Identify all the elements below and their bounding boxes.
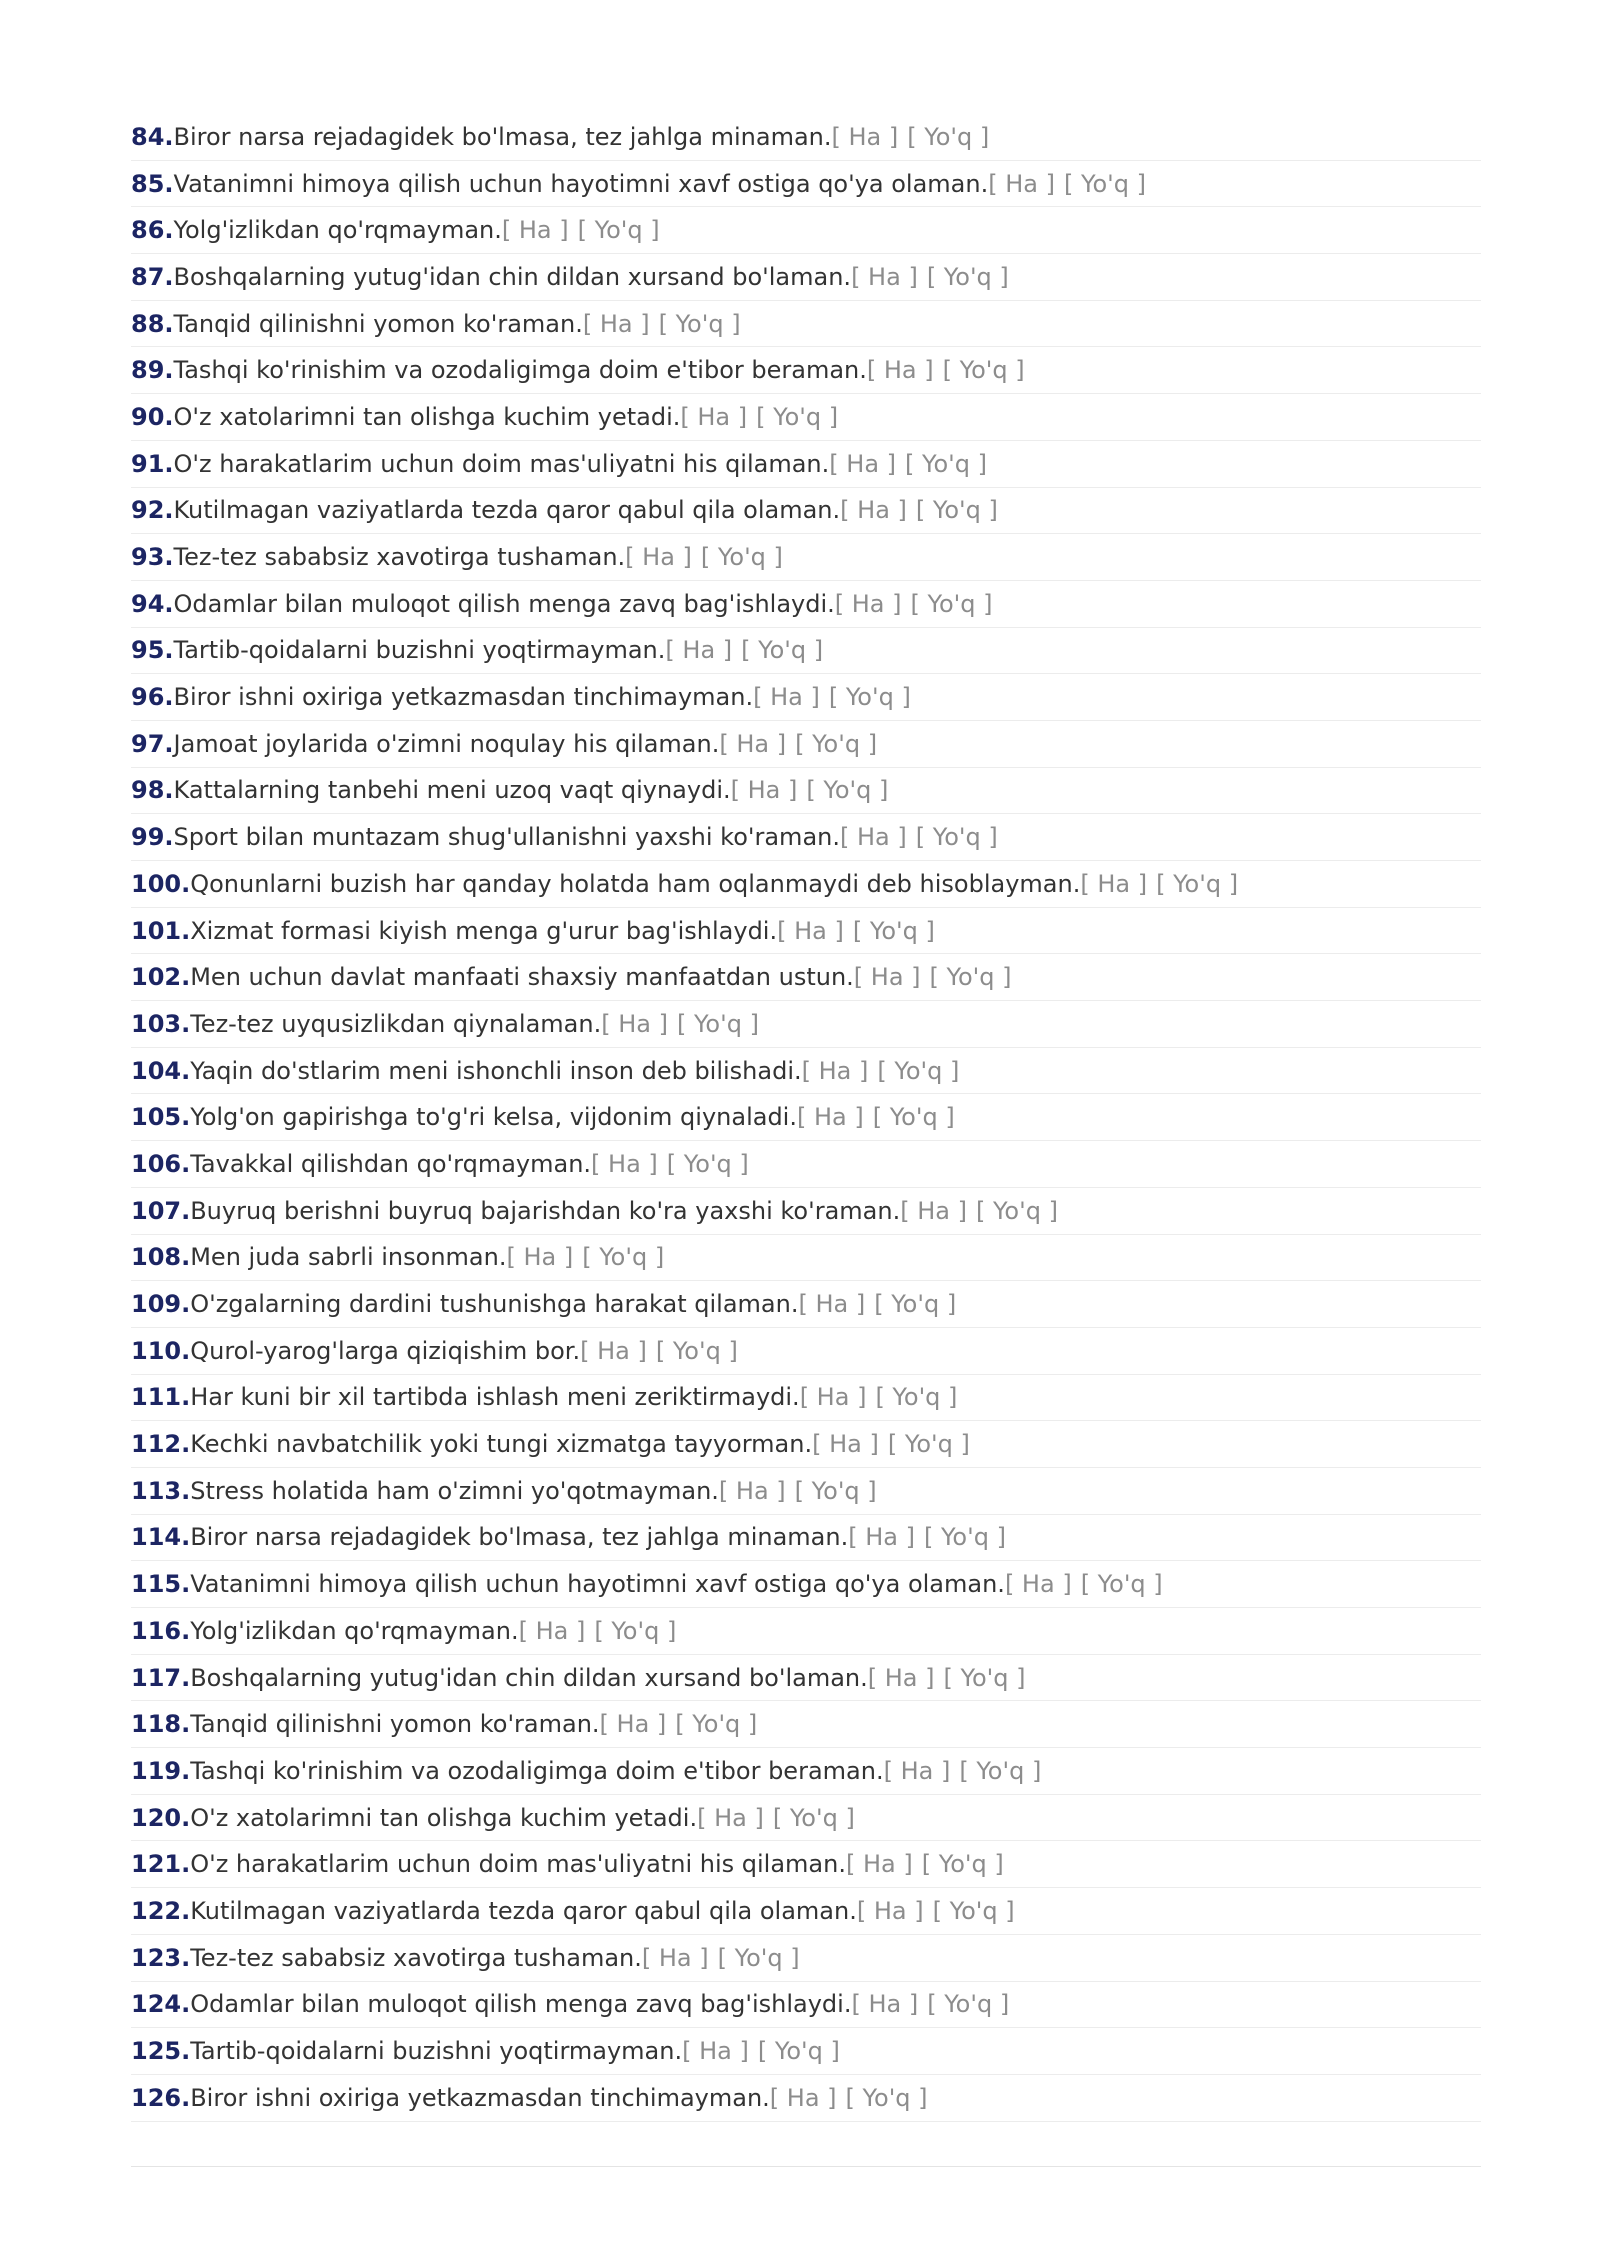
question-item bbox=[131, 954, 1481, 1001]
answer-yes-option[interactable]: [ Ha ] bbox=[848, 1523, 915, 1552]
question-number: 124. bbox=[131, 1990, 191, 2019]
question-item bbox=[131, 628, 1481, 675]
answer-yes-option[interactable]: [ Ha ] bbox=[730, 776, 798, 805]
question-text: Kutilmagan vaziyatlarda tezda qaror qabul qila olaman. bbox=[190, 1896, 857, 1925]
answer-yes-option[interactable]: [ Ha ] bbox=[812, 1430, 879, 1459]
question-item bbox=[131, 114, 1481, 161]
answer-no-option[interactable]: [ Yo'q ] bbox=[975, 1196, 1058, 1225]
question-number: 125. bbox=[131, 2037, 191, 2066]
answer-yes-option[interactable]: [ Ha ] bbox=[1080, 869, 1148, 898]
question-text: Har kuni bir xil tartibda ishlash meni zeriktirmaydi. bbox=[190, 1383, 800, 1412]
question-text: Xizmat formasi kiyish menga g'urur bag'ishlaydi. bbox=[190, 916, 778, 945]
answer-no-option[interactable]: [ Yo'q ] bbox=[806, 776, 889, 805]
question-number: 90. bbox=[131, 402, 174, 431]
question-text: Kattalarning tanbehi meni uzoq vaqt qiynaydi. bbox=[173, 776, 731, 805]
answer-yes-option[interactable]: [ Ha ] bbox=[506, 1243, 574, 1272]
answer-no-option[interactable]: [ Yo'q ] bbox=[741, 636, 824, 665]
answer-yes-option[interactable]: [ Ha ] bbox=[839, 823, 907, 852]
question-text: Tavakkal qilishdan qo'rqmayman. bbox=[190, 1149, 592, 1178]
question-text: Tez-tez sababsiz xavotirga tushaman. bbox=[173, 543, 626, 572]
question-item bbox=[131, 1701, 1481, 1748]
question-text: Men uchun davlat manfaati shaxsiy manfaatdan ustun. bbox=[190, 963, 854, 992]
question-number: 86. bbox=[131, 216, 174, 245]
question-item bbox=[131, 1515, 1481, 1562]
question-number: 110. bbox=[131, 1336, 191, 1365]
question-text: Sport bilan muntazam shug'ullanishni yaxshi ko'raman. bbox=[173, 823, 840, 852]
question-item bbox=[131, 1888, 1481, 1935]
answer-no-option[interactable]: [ Yo'q ] bbox=[795, 729, 878, 758]
answer-yes-option[interactable]: [ Ha ] bbox=[591, 1149, 658, 1178]
question-text: Biror ishni oxiriga yetkazmasdan tinchimayman. bbox=[173, 683, 754, 712]
answer-no-option[interactable]: [ Yo'q ] bbox=[929, 963, 1012, 992]
question-text: Odamlar bilan muloqot qilish menga zavq bag'ishlaydi. bbox=[190, 1990, 852, 2019]
question-item bbox=[131, 861, 1481, 908]
question-number: 119. bbox=[131, 1756, 191, 1785]
question-text: Yolg'on gapirishga to'g'ri kelsa, vijdonim qiynaladi. bbox=[190, 1103, 797, 1132]
answer-no-option[interactable]: [ Yo'q ] bbox=[757, 2037, 840, 2066]
question-item bbox=[131, 581, 1481, 628]
answer-yes-option[interactable]: [ Ha ] bbox=[798, 1290, 866, 1319]
answer-yes-option[interactable]: [ Ha ] bbox=[697, 1803, 764, 1832]
question-number: 123. bbox=[131, 1943, 191, 1972]
answer-no-option[interactable]: [ Yo'q ] bbox=[887, 1430, 970, 1459]
question-number: 87. bbox=[131, 262, 174, 291]
question-number: 89. bbox=[131, 356, 174, 385]
question-text: Boshqalarning yutug'idan chin dildan xursand bo'laman. bbox=[173, 262, 852, 291]
answer-no-option[interactable]: [ Yo'q ] bbox=[852, 916, 935, 945]
answer-yes-option[interactable]: [ Ha ] bbox=[900, 1196, 967, 1225]
answer-yes-option[interactable]: [ Ha ] bbox=[682, 2037, 749, 2066]
question-text: Yolg'izlikdan qo'rqmayman. bbox=[173, 216, 502, 245]
question-item bbox=[131, 2028, 1481, 2075]
answer-no-option[interactable]: [ Yo'q ] bbox=[1156, 869, 1239, 898]
question-number: 116. bbox=[131, 1616, 191, 1645]
question-number: 115. bbox=[131, 1570, 191, 1599]
question-item bbox=[131, 1421, 1481, 1468]
question-number: 112. bbox=[131, 1430, 191, 1459]
question-item bbox=[131, 1094, 1481, 1141]
answer-no-option[interactable]: [ Yo'q ] bbox=[915, 496, 998, 525]
answer-yes-option[interactable]: [ Ha ] bbox=[883, 1756, 951, 1785]
question-item bbox=[131, 394, 1481, 441]
answer-no-option[interactable]: [ Yo'q ] bbox=[658, 309, 741, 338]
question-text: Tashqi ko'rinishim va ozodaligimga doim e'tibor beraman. bbox=[173, 356, 867, 385]
question-number: 94. bbox=[131, 589, 174, 618]
question-number: 107. bbox=[131, 1196, 191, 1225]
question-number: 96. bbox=[131, 683, 174, 712]
question-number: 84. bbox=[131, 122, 174, 151]
answer-no-option[interactable]: [ Yo'q ] bbox=[717, 1943, 800, 1972]
question-number: 104. bbox=[131, 1056, 191, 1085]
question-list bbox=[131, 114, 1481, 2122]
question-text: Tashqi ko'rinishim va ozodaligimga doim e'tibor beraman. bbox=[190, 1756, 884, 1785]
answer-no-option[interactable]: [ Yo'q ] bbox=[675, 1710, 758, 1739]
answer-yes-option[interactable]: [ Ha ] bbox=[831, 122, 899, 151]
question-text: Yaqin do'stlarim meni ishonchli inson deb bilishadi. bbox=[190, 1056, 802, 1085]
answer-yes-option[interactable]: [ Ha ] bbox=[518, 1616, 586, 1645]
answer-yes-option[interactable]: [ Ha ] bbox=[866, 356, 934, 385]
answer-no-option[interactable]: [ Yo'q ] bbox=[828, 683, 911, 712]
question-number: 109. bbox=[131, 1290, 191, 1319]
question-item bbox=[131, 674, 1481, 721]
question-item bbox=[131, 1048, 1481, 1095]
answer-yes-option[interactable]: [ Ha ] bbox=[718, 1476, 786, 1505]
answer-no-option[interactable]: [ Yo'q ] bbox=[932, 1896, 1015, 1925]
question-number: 85. bbox=[131, 169, 174, 198]
answer-no-option[interactable]: [ Yo'q ] bbox=[577, 216, 660, 245]
answer-yes-option[interactable]: [ Ha ] bbox=[777, 916, 844, 945]
answer-no-option[interactable]: [ Yo'q ] bbox=[794, 1476, 877, 1505]
answer-yes-option[interactable]: [ Ha ] bbox=[801, 1056, 869, 1085]
answer-no-option[interactable]: [ Yo'q ] bbox=[910, 589, 993, 618]
question-text: Kechki navbatchilik yoki tungi xizmatga tayyorman. bbox=[190, 1430, 813, 1459]
answer-yes-option[interactable]: [ Ha ] bbox=[834, 589, 902, 618]
question-item bbox=[131, 301, 1481, 348]
answer-yes-option[interactable]: [ Ha ] bbox=[680, 402, 748, 431]
question-number: 106. bbox=[131, 1149, 191, 1178]
question-item bbox=[131, 1748, 1481, 1795]
question-text: Qurol-yarog'larga qiziqishim bor. bbox=[190, 1336, 581, 1365]
question-text: Kutilmagan vaziyatlarda tezda qaror qabul qila olaman. bbox=[173, 496, 841, 525]
question-text: Jamoat joylarida o'zimni noqulay his qilaman. bbox=[173, 729, 720, 758]
answer-yes-option[interactable]: [ Ha ] bbox=[625, 543, 692, 572]
answer-yes-option[interactable]: [ Ha ] bbox=[769, 2083, 837, 2112]
question-number: 126. bbox=[131, 2083, 191, 2112]
question-text: Tanqid qilinishni yomon ko'raman. bbox=[173, 309, 583, 338]
question-number: 111. bbox=[131, 1383, 191, 1412]
question-item bbox=[131, 1188, 1481, 1235]
question-number: 95. bbox=[131, 636, 174, 665]
answer-no-option[interactable]: [ Yo'q ] bbox=[872, 1103, 955, 1132]
answer-yes-option[interactable]: [ Ha ] bbox=[853, 963, 921, 992]
answer-yes-option[interactable]: [ Ha ] bbox=[599, 1710, 667, 1739]
answer-no-option[interactable]: [ Yo'q ] bbox=[700, 543, 783, 572]
answer-no-option[interactable]: [ Yo'q ] bbox=[905, 449, 988, 478]
question-number: 114. bbox=[131, 1523, 191, 1552]
question-text: Biror narsa rejadagidek bo'lmasa, tez jahlga minaman. bbox=[173, 122, 832, 151]
answer-no-option[interactable]: [ Yo'q ] bbox=[921, 1850, 1004, 1879]
question-text: Biror narsa rejadagidek bo'lmasa, tez jahlga minaman. bbox=[190, 1523, 849, 1552]
answer-yes-option[interactable]: [ Ha ] bbox=[601, 1009, 668, 1038]
answer-yes-option[interactable]: [ Ha ] bbox=[719, 729, 787, 758]
answer-yes-option[interactable]: [ Ha ] bbox=[665, 636, 733, 665]
question-number: 102. bbox=[131, 963, 191, 992]
question-number: 117. bbox=[131, 1663, 191, 1692]
answer-yes-option[interactable]: [ Ha ] bbox=[753, 683, 820, 712]
question-text: Buyruq berishni buyruq bajarishdan ko'ra yaxshi ko'raman. bbox=[190, 1196, 901, 1225]
answer-yes-option[interactable]: [ Ha ] bbox=[796, 1103, 864, 1132]
question-number: 103. bbox=[131, 1009, 191, 1038]
answer-no-option[interactable]: [ Yo'q ] bbox=[666, 1149, 749, 1178]
answer-no-option[interactable]: [ Yo'q ] bbox=[877, 1056, 960, 1085]
question-number: 120. bbox=[131, 1803, 191, 1832]
question-text: O'z xatolarimni tan olishga kuchim yetadi. bbox=[173, 402, 681, 431]
question-item bbox=[131, 908, 1481, 955]
answer-no-option[interactable]: [ Yo'q ] bbox=[1080, 1570, 1163, 1599]
question-number: 121. bbox=[131, 1850, 191, 1879]
answer-yes-option[interactable]: [ Ha ] bbox=[856, 1896, 924, 1925]
answer-yes-option[interactable]: [ Ha ] bbox=[851, 1990, 919, 2019]
question-number: 100. bbox=[131, 869, 191, 898]
answer-yes-option[interactable]: [ Ha ] bbox=[501, 216, 569, 245]
question-item bbox=[131, 1281, 1481, 1328]
question-item bbox=[131, 814, 1481, 861]
question-item bbox=[131, 207, 1481, 254]
question-item bbox=[131, 1235, 1481, 1282]
question-text: Vatanimni himoya qilish uchun hayotimni xavf ostiga qo'ya olaman. bbox=[190, 1570, 1005, 1599]
question-item bbox=[131, 1655, 1481, 1702]
question-text: Tanqid qilinishni yomon ko'raman. bbox=[190, 1710, 600, 1739]
question-item bbox=[131, 1001, 1481, 1048]
answer-no-option[interactable]: [ Yo'q ] bbox=[875, 1383, 958, 1412]
question-text: Tartib-qoidalarni buzishni yoqtirmayman. bbox=[190, 2037, 683, 2066]
answer-no-option[interactable]: [ Yo'q ] bbox=[923, 1523, 1006, 1552]
question-text: Men juda sabrli insonman. bbox=[190, 1243, 507, 1272]
question-text: Biror ishni oxiriga yetkazmasdan tinchimayman. bbox=[190, 2083, 770, 2112]
answer-yes-option[interactable]: [ Ha ] bbox=[1004, 1570, 1072, 1599]
question-text: Vatanimni himoya qilish uchun hayotimni xavf ostiga qo'ya olaman. bbox=[173, 169, 989, 198]
question-text: Stress holatida ham o'zimni yo'qotmayman. bbox=[190, 1476, 719, 1505]
question-number: 98. bbox=[131, 776, 174, 805]
question-number: 91. bbox=[131, 449, 174, 478]
question-number: 93. bbox=[131, 543, 174, 572]
question-item bbox=[131, 1795, 1481, 1842]
question-item bbox=[131, 1841, 1481, 1888]
question-number: 122. bbox=[131, 1896, 191, 1925]
question-item bbox=[131, 1141, 1481, 1188]
question-item bbox=[131, 161, 1481, 208]
answer-yes-option[interactable]: [ Ha ] bbox=[851, 262, 918, 291]
question-item bbox=[131, 1982, 1481, 2029]
answer-yes-option[interactable]: [ Ha ] bbox=[829, 449, 897, 478]
answer-no-option[interactable]: [ Yo'q ] bbox=[676, 1009, 759, 1038]
answer-no-option[interactable]: [ Yo'q ] bbox=[756, 402, 839, 431]
question-item bbox=[131, 1468, 1481, 1515]
answer-no-option[interactable]: [ Yo'q ] bbox=[845, 2083, 928, 2112]
answer-yes-option[interactable]: [ Ha ] bbox=[867, 1663, 935, 1692]
question-item bbox=[131, 1561, 1481, 1608]
answer-no-option[interactable]: [ Yo'q ] bbox=[594, 1616, 677, 1645]
answer-no-option[interactable]: [ Yo'q ] bbox=[582, 1243, 665, 1272]
answer-no-option[interactable]: [ Yo'q ] bbox=[1063, 169, 1146, 198]
question-number: 99. bbox=[131, 823, 174, 852]
question-text: O'zgalarning dardini tushunishga harakat qilaman. bbox=[190, 1290, 799, 1319]
question-text: Odamlar bilan muloqot qilish menga zavq bag'ishlaydi. bbox=[173, 589, 835, 618]
question-item bbox=[131, 488, 1481, 535]
question-number: 101. bbox=[131, 916, 191, 945]
answer-yes-option[interactable]: [ Ha ] bbox=[641, 1943, 709, 1972]
question-item bbox=[131, 2075, 1481, 2122]
answer-no-option[interactable]: [ Yo'q ] bbox=[655, 1336, 738, 1365]
question-number: 92. bbox=[131, 496, 174, 525]
question-number: 105. bbox=[131, 1103, 191, 1132]
answer-no-option[interactable]: [ Yo'q ] bbox=[907, 122, 990, 151]
question-item bbox=[131, 1328, 1481, 1375]
answer-no-option[interactable]: [ Yo'q ] bbox=[943, 1663, 1026, 1692]
question-text: O'z harakatlarim uchun doim mas'uliyatni his qilaman. bbox=[190, 1850, 846, 1879]
answer-yes-option[interactable]: [ Ha ] bbox=[799, 1383, 867, 1412]
answer-yes-option[interactable]: [ Ha ] bbox=[988, 169, 1055, 198]
answer-yes-option[interactable]: [ Ha ] bbox=[840, 496, 907, 525]
question-item bbox=[131, 347, 1481, 394]
question-item bbox=[131, 721, 1481, 768]
question-item bbox=[131, 1935, 1481, 1982]
answer-no-option[interactable]: [ Yo'q ] bbox=[959, 1756, 1042, 1785]
question-text: O'z xatolarimni tan olishga kuchim yetadi. bbox=[190, 1803, 698, 1832]
question-item bbox=[131, 1608, 1481, 1655]
answer-no-option[interactable]: [ Yo'q ] bbox=[874, 1290, 957, 1319]
question-item bbox=[131, 254, 1481, 301]
question-item bbox=[131, 768, 1481, 815]
answer-no-option[interactable]: [ Yo'q ] bbox=[915, 823, 998, 852]
question-text: Tartib-qoidalarni buzishni yoqtirmayman. bbox=[173, 636, 666, 665]
question-text: Qonunlarni buzish har qanday holatda ham oqlanmaydi deb hisoblayman. bbox=[190, 869, 1081, 898]
answer-yes-option[interactable]: [ Ha ] bbox=[845, 1850, 913, 1879]
question-text: Tez-tez sababsiz xavotirga tushaman. bbox=[190, 1943, 642, 1972]
answer-no-option[interactable]: [ Yo'q ] bbox=[926, 262, 1009, 291]
question-item bbox=[131, 534, 1481, 581]
question-item bbox=[131, 1375, 1481, 1422]
answer-no-option[interactable]: [ Yo'q ] bbox=[927, 1990, 1010, 2019]
answer-yes-option[interactable]: [ Ha ] bbox=[580, 1336, 647, 1365]
question-number: 108. bbox=[131, 1243, 191, 1272]
question-number: 113. bbox=[131, 1476, 191, 1505]
question-number: 88. bbox=[131, 309, 174, 338]
question-text: Yolg'izlikdan qo'rqmayman. bbox=[190, 1616, 519, 1645]
answer-no-option[interactable]: [ Yo'q ] bbox=[942, 356, 1025, 385]
question-text: Tez-tez uyqusizlikdan qiynalaman. bbox=[190, 1009, 602, 1038]
question-number: 97. bbox=[131, 729, 174, 758]
footer-divider bbox=[131, 2166, 1481, 2167]
question-item bbox=[131, 441, 1481, 488]
question-text: Boshqalarning yutug'idan chin dildan xursand bo'laman. bbox=[190, 1663, 868, 1692]
answer-yes-option[interactable]: [ Ha ] bbox=[582, 309, 650, 338]
answer-no-option[interactable]: [ Yo'q ] bbox=[772, 1803, 855, 1832]
question-text: O'z harakatlarim uchun doim mas'uliyatni his qilaman. bbox=[173, 449, 830, 478]
question-number: 118. bbox=[131, 1710, 191, 1739]
